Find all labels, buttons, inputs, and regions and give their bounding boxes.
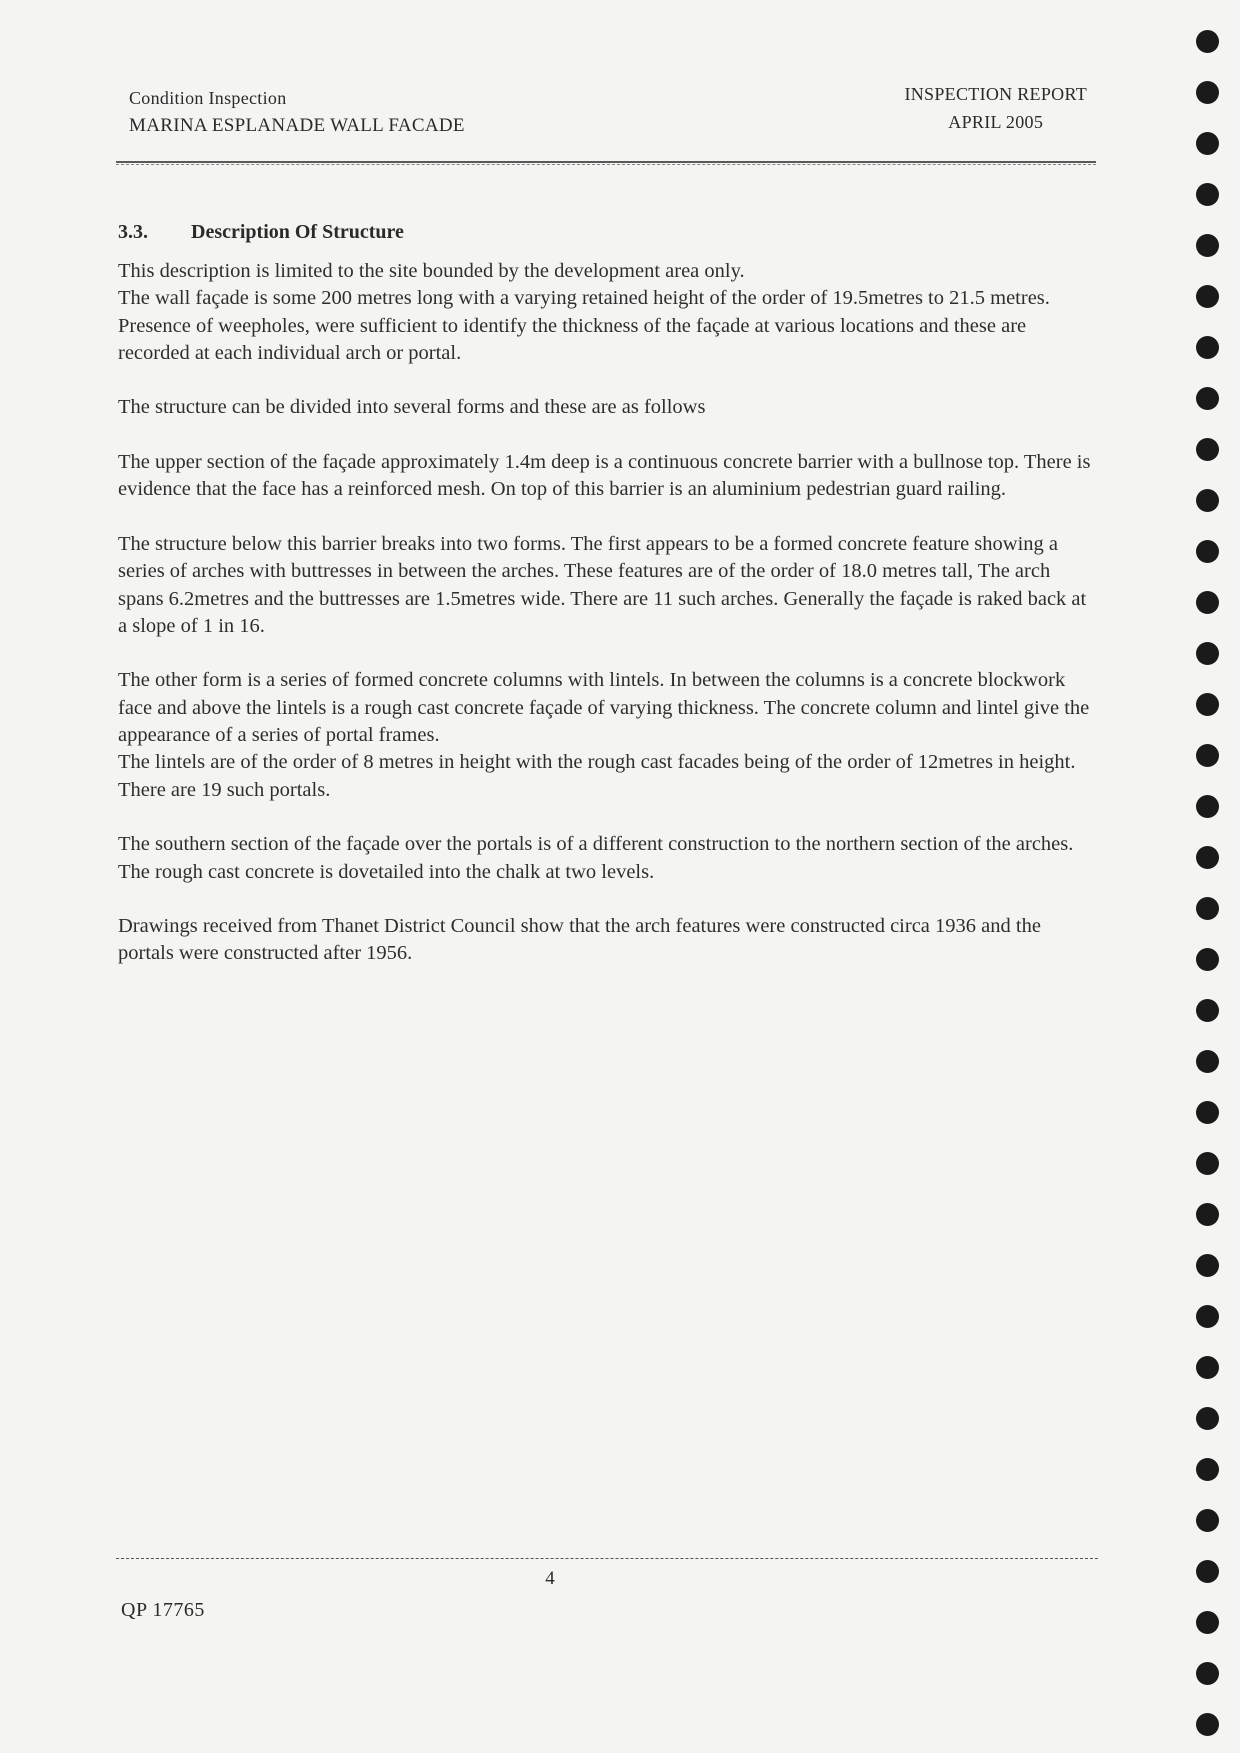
binding-hole bbox=[1196, 1713, 1219, 1736]
binding-hole bbox=[1196, 1254, 1219, 1277]
paragraph: The other form is a series of formed concrete columns with lintels. In between the columns is a concrete blockwork face and above the lintels is a rough cast concrete façade of varying thickness. The concrete column and lintel give the appearance of a series of portal frames. bbox=[118, 669, 1090, 747]
binding-hole bbox=[1196, 540, 1219, 563]
header-subject: Condition Inspection bbox=[129, 88, 287, 108]
binding-hole bbox=[1196, 1509, 1219, 1532]
binding-hole bbox=[1196, 1458, 1219, 1481]
section-heading bbox=[118, 221, 404, 244]
binding-hole bbox=[1196, 81, 1219, 104]
header-left bbox=[129, 84, 465, 140]
paragraph: The southern section of the façade over the portals is of a different construction to the northern section of the arches. The rough cast concrete is dovetailed into the chalk at two levels. bbox=[118, 833, 1074, 883]
header-divider bbox=[116, 161, 1096, 165]
header-right bbox=[904, 80, 1087, 136]
section-body bbox=[118, 258, 1098, 995]
binding-hole bbox=[1196, 183, 1219, 206]
binding-hole bbox=[1196, 1356, 1219, 1379]
header-project: MARINA ESPLANADE WALL FACADE bbox=[129, 115, 465, 136]
document-reference: QP 17765 bbox=[121, 1599, 205, 1621]
binding-hole bbox=[1196, 897, 1219, 920]
binding-hole bbox=[1196, 591, 1219, 614]
binding-hole bbox=[1196, 1662, 1219, 1685]
binding-hole bbox=[1196, 693, 1219, 716]
paragraph: Presence of weepholes, were sufficient to identify the thickness of the façade at various locations and these are recorded at each individual arch or portal. bbox=[118, 314, 1027, 364]
binding-hole bbox=[1196, 336, 1219, 359]
binding-hole bbox=[1196, 642, 1219, 665]
binding-hole bbox=[1196, 1305, 1219, 1328]
binding-hole bbox=[1196, 1611, 1219, 1634]
binding-hole bbox=[1196, 999, 1219, 1022]
binding-hole bbox=[1196, 948, 1219, 971]
binding-hole bbox=[1196, 744, 1219, 767]
binding-hole bbox=[1196, 1560, 1219, 1583]
paragraph: This description is limited to the site bounded by the development area only. bbox=[118, 260, 745, 282]
section-number: 3.3. bbox=[118, 221, 148, 243]
binding-hole bbox=[1196, 1152, 1219, 1175]
binding-hole bbox=[1196, 30, 1219, 53]
binding-hole bbox=[1196, 1203, 1219, 1226]
binding-hole bbox=[1196, 489, 1219, 512]
paragraph: The wall façade is some 200 metres long with a varying retained height of the order of 19.5metres to 21.5 metres. bbox=[118, 287, 1050, 310]
header-date: APRIL 2005 bbox=[948, 112, 1044, 132]
paragraph: The structure can be divided into several forms and these are as follows bbox=[118, 396, 706, 419]
binding-hole bbox=[1196, 1101, 1219, 1124]
paragraph: The upper section of the façade approximately 1.4m deep is a continuous concrete barrier with a bullnose top. There is evidence that the face has a reinforced mesh. On top of this barrier is an aluminium pedestrian guard railing. bbox=[118, 451, 1091, 501]
binding-hole bbox=[1196, 846, 1219, 869]
binding-hole bbox=[1196, 1407, 1219, 1430]
binding-hole bbox=[1196, 387, 1219, 410]
section-title: Description Of Structure bbox=[191, 221, 404, 243]
binding-hole bbox=[1196, 285, 1219, 308]
paragraph: The structure below this barrier breaks into two forms. The first appears to be a formed concrete feature showing a series of arches with buttresses in between the arches. These features are of the order of 18.0 metres tall, The arch spans 6.2metres and the buttresses are 1.5metres wide. There are 11 such arches. Generally the façade is raked back at a slope of 1 in 16. bbox=[118, 532, 1087, 637]
paragraph: Drawings received from Thanet District Council show that the arch features were constructed circa 1936 and the portals were constructed after 1956. bbox=[118, 915, 1041, 965]
binding-hole bbox=[1196, 1050, 1219, 1073]
page-number: 4 bbox=[545, 1568, 555, 1589]
binding-hole bbox=[1196, 132, 1219, 155]
binding-hole bbox=[1196, 795, 1219, 818]
binding-hole bbox=[1196, 234, 1219, 257]
header-report-type: INSPECTION REPORT bbox=[904, 84, 1087, 104]
binding-hole bbox=[1196, 438, 1219, 461]
footer-divider bbox=[116, 1558, 1098, 1559]
paragraph: The lintels are of the order of 8 metres in height with the rough cast facades being of the order of 12metres in height. There are 19 such portals. bbox=[118, 751, 1076, 801]
